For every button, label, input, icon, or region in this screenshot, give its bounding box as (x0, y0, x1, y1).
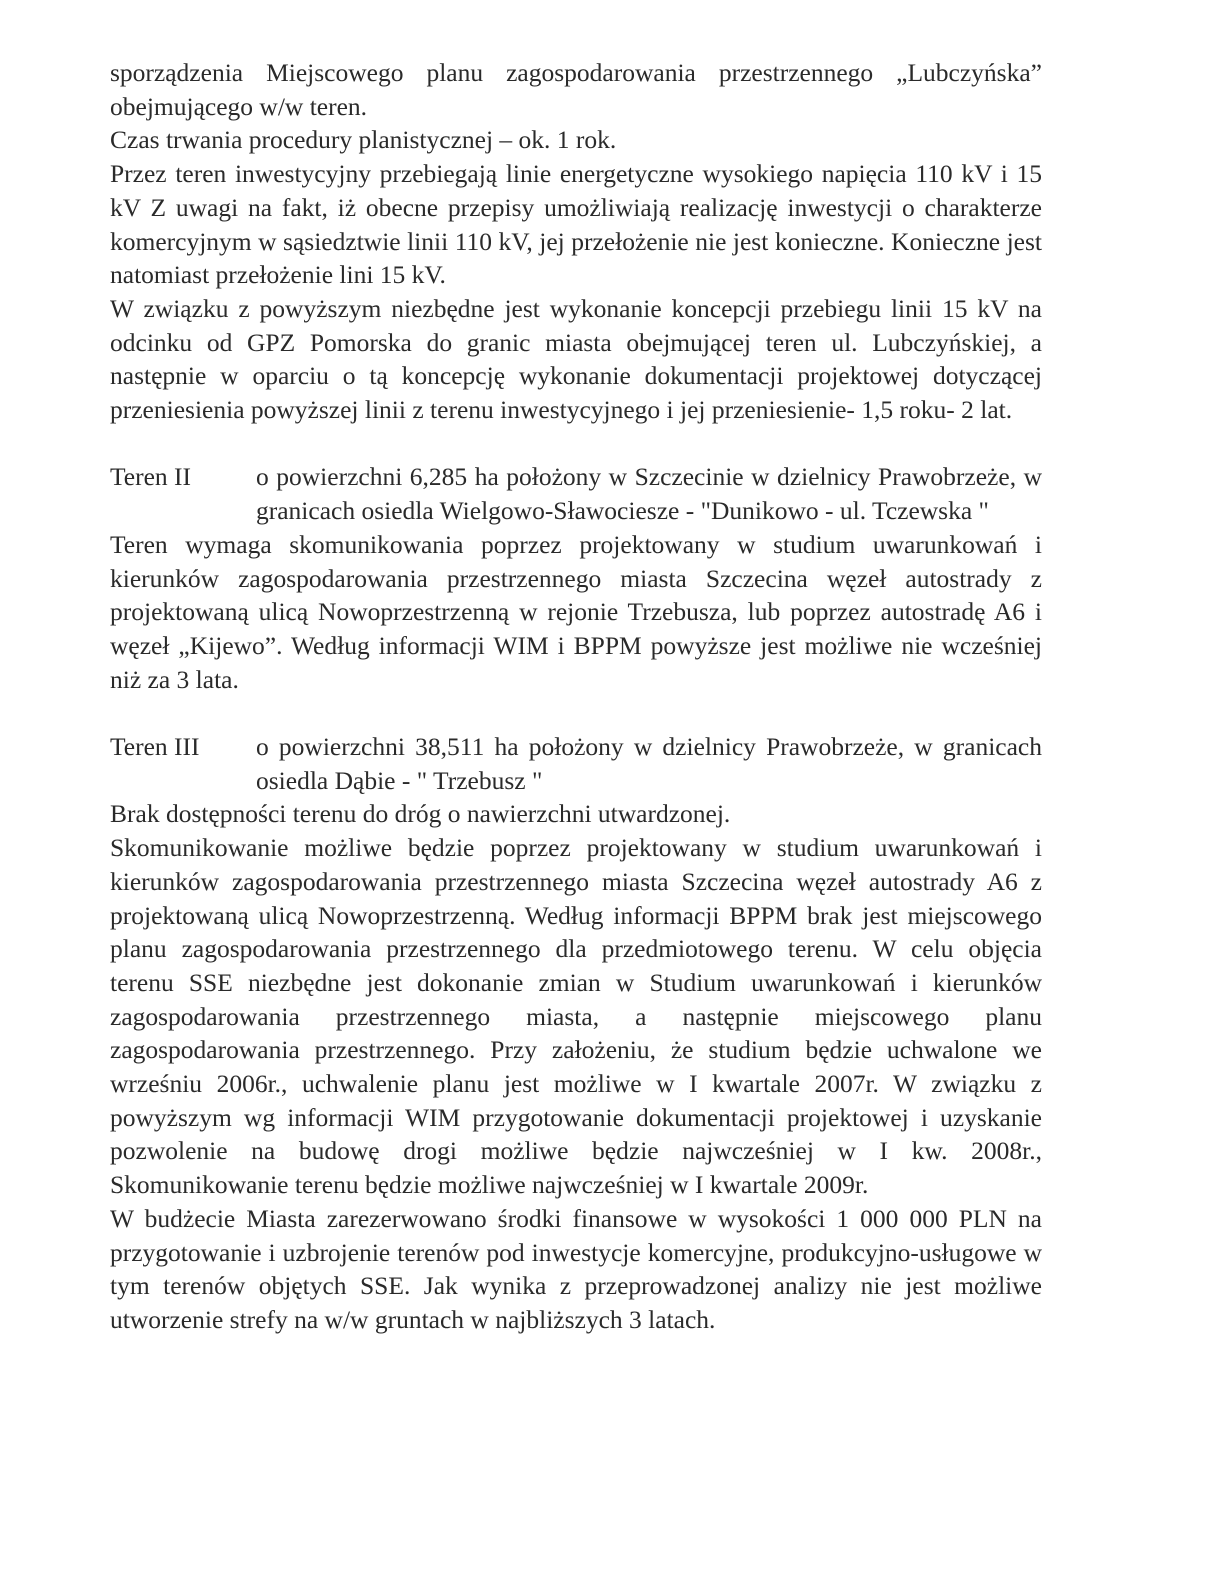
intro-paragraph-duration: Czas trwania procedury planistycznej – ok. 1 rok. (110, 125, 617, 155)
teren-3-label: Teren III (110, 732, 200, 762)
paragraph-gap (110, 696, 1042, 730)
intro-paragraph-relocation: W związku z powyższym niezbędne jest wykonanie koncepcji przebiegu linii 15 kV na odcinku od GPZ Pomorska do granic miasta obejmującej teren ul. Lubczyńskiej, a następnie w oparciu o tą koncepcję wykonanie dokumentacji projektowej dotyczącej przeniesienia powyższej linii z terenu inwestycyjnego i jej przeniesienie- 1,5 roku- 2 lat. (110, 293, 1042, 425)
teren-2-paragraph: Teren wymaga skomunikowania poprzez projektowany w studium uwarunkowań i kierunków zagospodarowania przestrzennego miasta Szczecina węzeł autostrady z projektowaną ulicą Nowoprzestrzenną w rejonie Trzebusza, lub poprzez autostradę A6 i węzeł „Kijewo”. Według informacji WIM i BPPM powyższe jest możliwe nie wcześniej niż za 3 lata. (110, 529, 1042, 694)
teren-3-paragraph-budget: W budżecie Miasta zarezerwowano środki finansowe w wysokości 1 000 000 PLN na przygotowanie i uzbrojenie terenów pod inwestycje komercyjne, produkcyjno-usługowe w tym terenów objętych SSE. Jak wynika z przeprowadzonej analizy nie jest możliwe utworzenie strefy na w/w gruntach w najbliższych 3 latach. (110, 1203, 1042, 1334)
intro-paragraph-power-lines: Przez teren inwestycyjny przebiegają linie energetyczne wysokiego napięcia 110 kV i 15 kV Z uwagi na fakt, iż obecne przepisy umożliwiają realizację inwestycji o charakterze komercyjnym w sąsiedztwie linii 110 kV, jej przełożenie nie jest konieczne. Konieczne jest natomiast przełożenie lini 15 kV. (110, 159, 1042, 290)
teren-2-description: o powierzchni 6,285 ha położony w Szczecinie w dzielnicy Prawobrzeże, w granicach osiedla Wielgowo-Sławociesze - "Dunikowo - ul. Tczewska " (256, 462, 1042, 526)
teren-3-heading (110, 730, 1042, 797)
document-page (110, 56, 1042, 1337)
teren-2-heading (110, 460, 1042, 527)
teren-2-label: Teren II (110, 462, 192, 492)
teren-3-paragraph-communication: Skomunikowanie możliwe będzie poprzez projektowany w studium uwarunkowań i kierunków zagospodarowania przestrzennego miasta Szczecina węzeł autostrady A6 z projektowaną ulicą Nowoprzestrzenną. Według informacji BPPM brak jest miejscowego planu zagospodarowania przestrzennego dla przedmiotowego terenu. W celu objęcia terenu SSE niezbędne jest dokonanie zmian w Studium uwarunkowań i kierunków zagospodarowania przestrzennego miasta, a następnie miejscowego planu zagospodarowania przestrzennego. Przy założeniu, że studium będzie uchwalone we wrześniu 2006r., uchwalenie planu jest możliwe w I kwartale 2007r. W związku z powyższym wg informacji WIM przygotowanie dokumentacji projektowej i uzyskanie pozwolenie na budowę drogi możliwe będzie najwcześniej w I kw. 2008r., Skomunikowanie terenu będzie możliwe najwcześniej w I kwartale 2009r. (110, 833, 1042, 1200)
intro-paragraph-plan: sporządzenia Miejscowego planu zagospodarowania przestrzennego „Lubczyńska” obejmującego w/w teren. (110, 58, 1042, 121)
teren-3-description: o powierzchni 38,511 ha położony w dzielnicy Prawobrzeże, w granicach osiedla Dąbie - " Trzebusz " (256, 732, 1042, 795)
paragraph-gap (110, 427, 1042, 461)
teren-3-paragraph-access: Brak dostępności terenu do dróg o nawierzchni utwardzonej. (110, 799, 731, 829)
